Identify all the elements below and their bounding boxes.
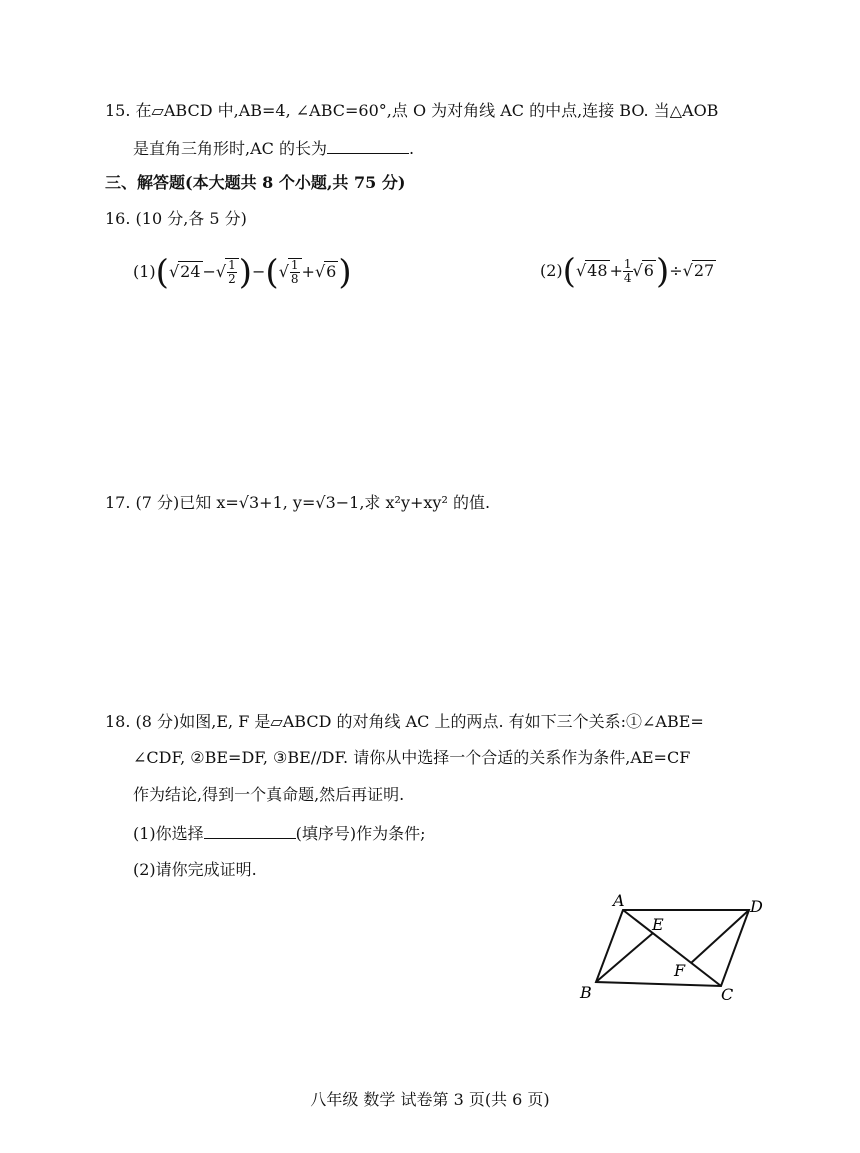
q16-p1-frac2-num: 1 bbox=[290, 258, 299, 272]
q16-p1-label: (1) bbox=[133, 262, 156, 281]
q16-p2-sqrt27: 27 bbox=[693, 261, 715, 280]
q18-answer-blank[interactable] bbox=[204, 822, 296, 839]
q18-sub1-end: (填序号)作为条件; bbox=[295, 824, 426, 843]
q15-line2-text: 是直角三角形时,AC 的长为 bbox=[133, 139, 327, 158]
q16-p1-frac1-den: 2 bbox=[228, 272, 236, 286]
q15-line1: 15. 在▱ABCD 中,AB=4, ∠ABC=60°,点 O 为对角线 AC 的中点,连接 BO. 当△AOB bbox=[105, 101, 719, 120]
parallelogram-figure bbox=[575, 890, 795, 1020]
q16-part1: (1)(√24 −√ $\frac{1}{2}$ )−(√ $\frac{1}{8}$ +√6) bbox=[133, 252, 352, 293]
q16-p2-frac-den: 4 bbox=[623, 271, 632, 285]
q16-p2-sqrt6: 6 bbox=[643, 261, 654, 280]
section3-heading: 三、解答题(本大题共 8 个小题,共 75 分) bbox=[105, 173, 406, 192]
q16-p1-frac1-num: 1 bbox=[228, 258, 236, 272]
q16-p1-sqrt24: 24 bbox=[180, 262, 201, 281]
label-a: A bbox=[613, 891, 625, 910]
q16-header: 16. (10 分,各 5 分) bbox=[105, 209, 247, 228]
q18-line1: 18. (8 分)如图,E, F 是▱ABCD 的对角线 AC 上的两点. 有如下三个关系:①∠ABE= bbox=[105, 712, 704, 731]
q18-sub2: (2)请你完成证明. bbox=[133, 860, 257, 879]
q18-sub1 bbox=[133, 822, 426, 844]
q16-p2-frac-num: 1 bbox=[623, 257, 632, 271]
q15-line2 bbox=[133, 137, 414, 159]
q16-p2-sqrt48: 48 bbox=[587, 261, 608, 280]
label-b: B bbox=[580, 983, 592, 1002]
label-c: C bbox=[721, 985, 734, 1004]
q16-p1-sqrt6: 6 bbox=[326, 262, 337, 281]
label-f: F bbox=[674, 961, 686, 980]
q18-sub1-text: (1)你选择 bbox=[133, 824, 204, 843]
label-e: E bbox=[652, 915, 664, 934]
q15-line2-end: . bbox=[408, 139, 415, 158]
q17-text: 17. (7 分)已知 x=√3+1, y=√3−1,求 x²y+xy² 的值. bbox=[105, 493, 491, 512]
q18-line3: 作为结论,得到一个真命题,然后再证明. bbox=[133, 785, 405, 804]
q16-p1-frac2-den: 8 bbox=[290, 272, 299, 286]
label-d: D bbox=[750, 897, 763, 916]
q18-line2: ∠CDF, ②BE=DF, ③BE//DF. 请你从中选择一个合适的关系作为条件,AE=CF bbox=[133, 748, 691, 767]
q15-answer-blank[interactable] bbox=[327, 137, 409, 154]
q16-part2: (2)(√48 + $\frac{1}{4}$ √6)÷√27 bbox=[540, 251, 715, 292]
q16-p2-label: (2) bbox=[540, 261, 563, 280]
page-footer: 八年级 数学 试卷第 3 页(共 6 页) bbox=[310, 1090, 550, 1109]
